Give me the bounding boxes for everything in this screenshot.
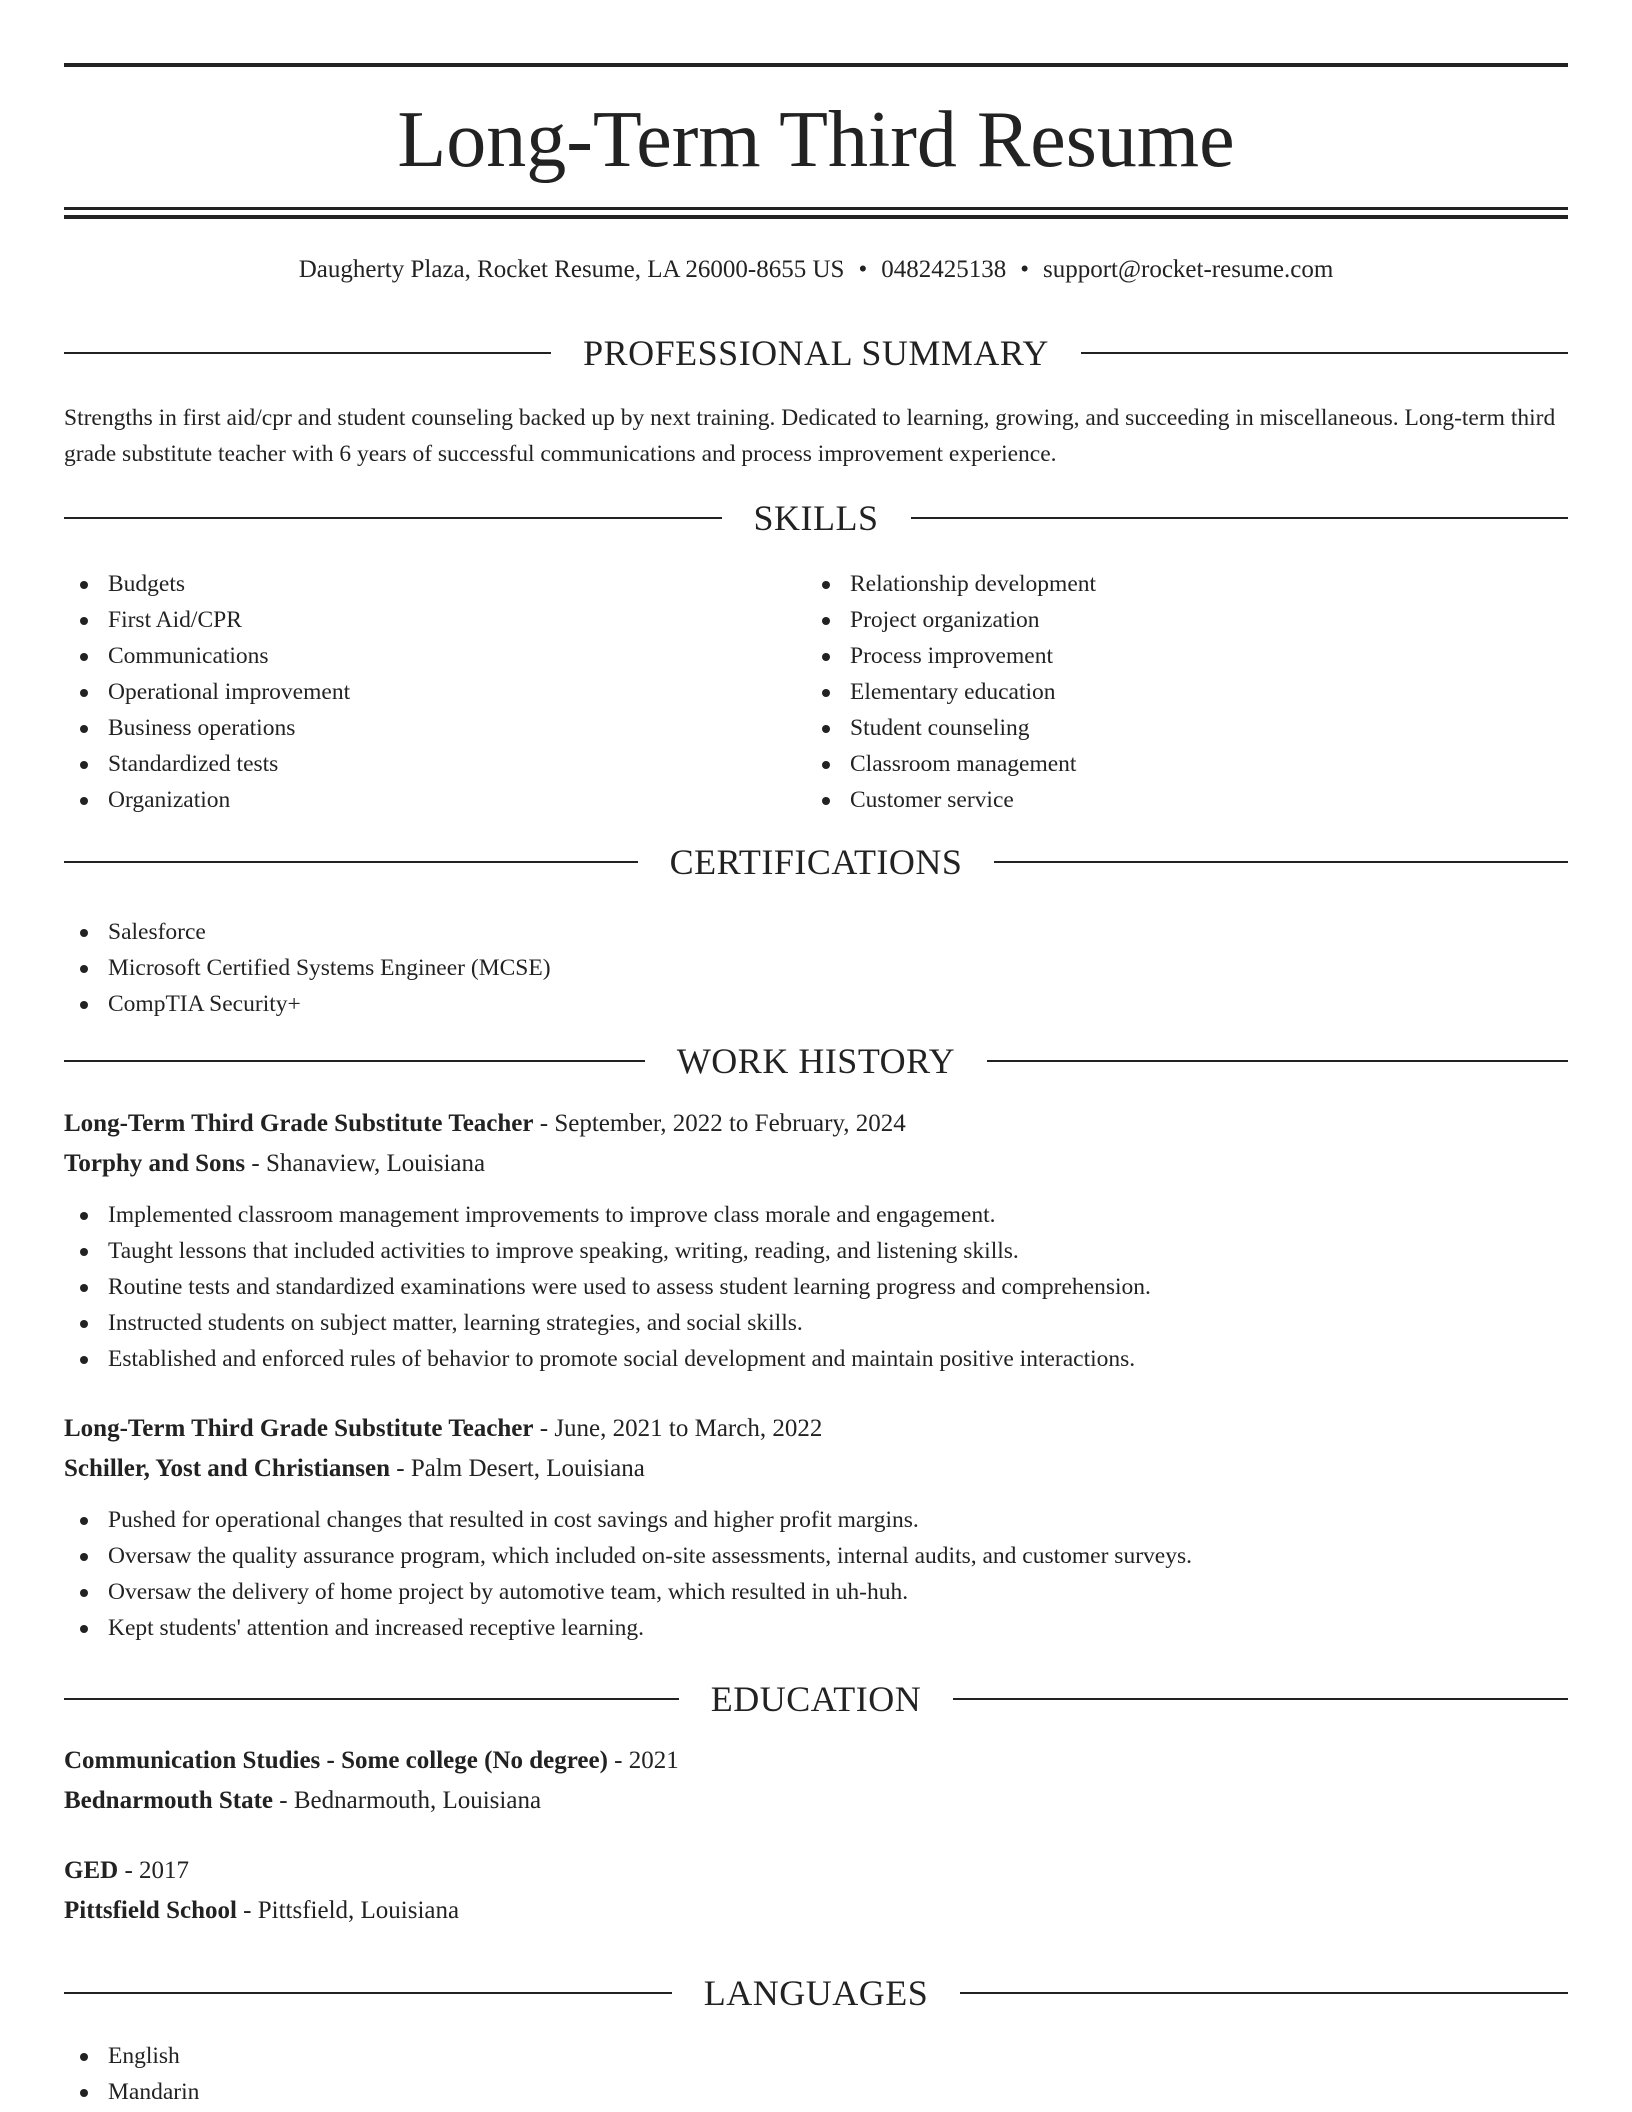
- heading-rule: [911, 517, 1569, 519]
- education-degree-line: [64, 1853, 1568, 1889]
- skills-list-left: [64, 566, 804, 818]
- contact-line: [64, 252, 1568, 288]
- heading-rule: [987, 1060, 1568, 1062]
- skill-item: Operational improvement: [64, 674, 804, 710]
- education-degree: Communication Studies - Some college (No degree): [64, 1747, 608, 1774]
- job-bullet: Kept students' attention and increased receptive learning.: [64, 1610, 1568, 1646]
- education-location: - Bednarmouth, Louisiana: [273, 1787, 542, 1814]
- job-dates: - June, 2021 to March, 2022: [533, 1415, 823, 1442]
- job-dates: - September, 2022 to February, 2024: [533, 1110, 906, 1137]
- skill-item: Elementary education: [806, 674, 1566, 710]
- section-title: CERTIFICATIONS: [669, 842, 963, 882]
- section-title: SKILLS: [753, 498, 879, 538]
- section-heading-education: [64, 1677, 1568, 1721]
- job-location: - Shanaview, Louisiana: [245, 1150, 486, 1177]
- job-bullet: Oversaw the delivery of home project by automotive team, which resulted in uh-huh.: [64, 1574, 1568, 1610]
- top-rule: [64, 63, 1568, 67]
- language-item: Mandarin: [64, 2074, 1568, 2110]
- skill-item: Customer service: [806, 782, 1566, 818]
- job-company: Schiller, Yost and Christiansen: [64, 1455, 390, 1482]
- section-heading-summary: [64, 331, 1568, 375]
- skill-item: Process improvement: [806, 638, 1566, 674]
- skill-item: Classroom management: [806, 746, 1566, 782]
- contact-address: Daugherty Plaza, Rocket Resume, LA 26000-8655 US: [298, 256, 845, 283]
- certification-item: Salesforce: [64, 914, 1568, 950]
- skill-item: Business operations: [64, 710, 804, 746]
- heading-rule: [64, 1060, 645, 1062]
- education-year: - 2021: [607, 1747, 679, 1774]
- title-double-rule: [64, 207, 1568, 219]
- section-title: PROFESSIONAL SUMMARY: [583, 333, 1049, 373]
- heading-rule: [953, 1698, 1568, 1700]
- contact-email: support@rocket-resume.com: [1042, 256, 1334, 283]
- section-heading-languages: [64, 1971, 1568, 2015]
- job-title-line: [64, 1106, 1568, 1142]
- job-bullets: [64, 1197, 1568, 1377]
- job-bullet: Taught lessons that included activities to improve speaking, writing, reading, and listening skills.: [64, 1233, 1568, 1269]
- contact-phone: 0482425138: [881, 256, 1007, 283]
- heading-rule: [994, 861, 1568, 863]
- job-bullet: Implemented classroom management improvements to improve class morale and engagement.: [64, 1197, 1568, 1233]
- section-title: LANGUAGES: [703, 1973, 929, 2013]
- skill-item: Project organization: [806, 602, 1566, 638]
- job-bullet: Instructed students on subject matter, learning strategies, and social skills.: [64, 1305, 1568, 1341]
- heading-rule: [64, 1992, 672, 1994]
- heading-rule: [64, 861, 638, 863]
- education-school: Pittsfield School: [64, 1897, 237, 1924]
- heading-rule: [64, 1698, 679, 1700]
- job-company: Torphy and Sons: [64, 1150, 246, 1177]
- skills-list-right: [806, 566, 1566, 818]
- skill-item: Organization: [64, 782, 804, 818]
- job-title: Long-Term Third Grade Substitute Teacher: [64, 1415, 534, 1442]
- education-year: - 2017: [118, 1857, 190, 1884]
- education-degree: GED: [64, 1857, 119, 1884]
- skill-item: Standardized tests: [64, 746, 804, 782]
- skill-item: Student counseling: [806, 710, 1566, 746]
- summary-text: Strengths in first aid/cpr and student counseling backed up by next training. Dedicated to learning, growing, and succeeding in miscellaneous. Long-term third grade substitute teacher with 6 years of successful communications and process improvement experience.: [64, 405, 1556, 467]
- education-school: Bednarmouth State: [64, 1787, 274, 1814]
- job-bullet: Pushed for operational changes that resulted in cost savings and higher profit margins.: [64, 1502, 1568, 1538]
- heading-rule: [64, 352, 551, 354]
- contact-separator: •: [1020, 256, 1029, 283]
- language-item: English: [64, 2038, 1568, 2074]
- skill-item: Relationship development: [806, 566, 1566, 602]
- education-school-line: [64, 1893, 1568, 1929]
- certification-item: CompTIA Security+: [64, 986, 1568, 1022]
- section-title: EDUCATION: [710, 1679, 922, 1719]
- job-company-line: [64, 1451, 1568, 1487]
- job-bullet: Routine tests and standardized examinations were used to assess student learning progress and comprehension.: [64, 1269, 1568, 1305]
- section-heading-work-history: [64, 1039, 1568, 1083]
- job-bullet: Established and enforced rules of behavior to promote social development and maintain positive interactions.: [64, 1341, 1568, 1377]
- resume-title: Long-Term Third Resume: [397, 96, 1235, 184]
- education-location: - Pittsfield, Louisiana: [236, 1897, 460, 1924]
- section-heading-skills: [64, 496, 1568, 540]
- education-school-line: [64, 1783, 1568, 1819]
- job-location: - Palm Desert, Louisiana: [390, 1455, 645, 1482]
- skill-item: First Aid/CPR: [64, 602, 804, 638]
- languages-list: [64, 2038, 1568, 2110]
- job-bullets: [64, 1502, 1568, 1646]
- skill-item: Budgets: [64, 566, 804, 602]
- skill-item: Communications: [64, 638, 804, 674]
- job-title: Long-Term Third Grade Substitute Teacher: [64, 1110, 534, 1137]
- heading-rule: [64, 517, 722, 519]
- certification-item: Microsoft Certified Systems Engineer (MCSE): [64, 950, 1568, 986]
- heading-rule: [1081, 352, 1568, 354]
- job-title-line: [64, 1411, 1568, 1447]
- contact-separator: •: [858, 256, 868, 283]
- job-bullet: Oversaw the quality assurance program, which included on-site assessments, internal audits, and customer surveys.: [64, 1538, 1568, 1574]
- section-title: WORK HISTORY: [676, 1041, 956, 1081]
- job-company-line: [64, 1146, 1568, 1182]
- certifications-list: [64, 914, 1568, 1022]
- education-degree-line: [64, 1743, 1568, 1779]
- heading-rule: [960, 1992, 1568, 1994]
- section-heading-certifications: [64, 840, 1568, 884]
